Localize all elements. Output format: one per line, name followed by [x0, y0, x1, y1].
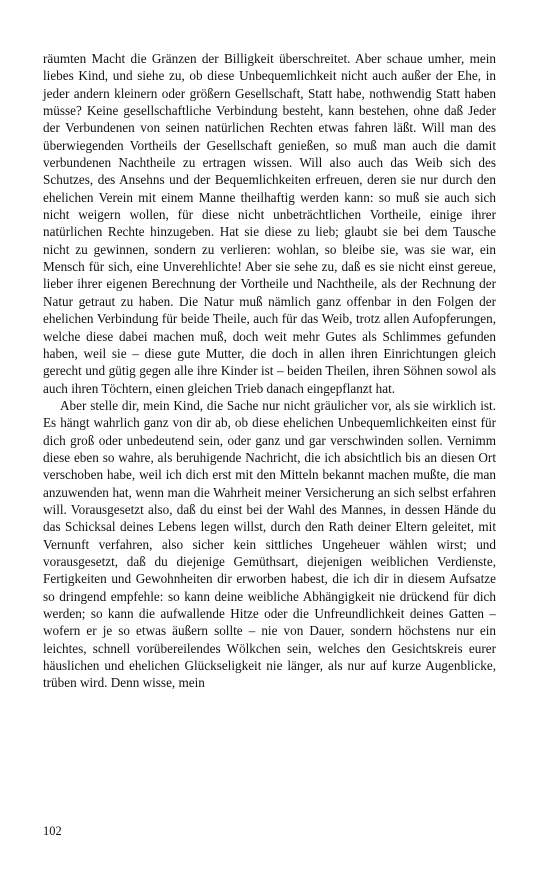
page-number: 102 — [43, 824, 62, 838]
paragraph-1: räumten Macht die Gränzen der Billigkeit überschreitet. Aber schaue umher, mein liebes Kind, und siehe zu, ob diese Unbequemlichkeit nicht auch außer der Ehe, in jeder andern kleinern oder größern Gesellschaft, Statt habe, nothwendig Statt haben müsse? Keine gesellschaftliche Verbindung besteht, kann bestehen, ohne daß Jeder der Verbundenen von seinen natürlichen Rechten etwas fahren läßt. Will man des überwiegenden Vortheils der Gesellschaft genießen, so muß man auch die damit verbundenen Nachtheile zu ertragen wissen. Will also auch das Weib sich des Schutzes, des Ansehns und der Bequemlichkeiten erfreuen, deren sie nur durch den ehelichen Verein mit einem Manne theilhaftig werden kann: so muß sie auch sich nicht weigern wollen, für diese nicht unbeträchtlichen Vortheile, einige ihrer natürlichen Rechte hinzugeben. Hat sie diese zu lieb; glaubt sie bei dem Tausche nicht zu gewinnen, sondern zu verlieren: wohlan, so bleibe sie, was sie war, ein Mensch für sich, eine Unverehlichte! Aber sie sehe zu, daß es sie nicht einst gereue, lieber ihrer eigenen Berechnung der Vortheile und Nachtheile, als der Rechnung der Natur getraut zu haben. Die Natur muß nämlich ganz offenbar in den Folgen der ehelichen Verbindung für beide Theile, auch für das Weib, trotz allen Aufopferungen, welche diese dabei machen muß, doch weit mehr Gutes als Schlimmes gefunden haben, weil sie – diese gute Mutter, die doch in allen ihren Einrichtungen gleich gerecht und gütig gegen alle ihre Kinder ist – beiden Theilen, ihren Söhnen sowol als auch ihren Töchtern, einen gleichen Trieb danach eingepflanzt hat. — [43, 51, 496, 396]
paragraph-2: Aber stelle dir, mein Kind, die Sache nur nicht gräulicher vor, als sie wirklich ist. Es hängt wahrlich ganz von dir ab, ob diese ehelichen Unbequemlichkeiten einst für dich groß oder unbedeutend sein, oder ganz und gar verschwinden sollen. Vernimm diese eben so wahre, als beruhigende Nachricht, die ich absichtlich bis an diesen Ort verschoben habe, weil ich dich erst mit den Mitteln bekannt machen mußte, die man anzuwenden hat, wenn man die Wahrheit meiner Versicherung an sich selbst erfahren will. Vorausgesetzt also, daß du einst bei der Wahl des Mannes, in dessen Hände du das Schicksal deines Lebens legen willst, durch den Rath deiner Eltern geleitet, mit Vernunft verfahren, also sicher kein sittliches Ungeheuer wählen wirst; und vorausgesetzt, daß du diejenige Gemüthsart, diejenigen weiblichen Verdienste, Fertigkeiten und Gewohnheiten dir erworben habest, die ich dir in diesem Aufsatze so dringend empfehle: so kann deine weibliche Abhängigkeit nie drückend für dich werden; so kann die aufwallende Hitze oder die Unfreundlichkeit deines Gatten – wofern er je so etwas äußern sollte – nie von Dauer, sondern höchstens nur ein leichtes, schnell vorübereilendes Wölkchen sein, welches den Gesichtskreis eurer häuslichen und ehelichen Glückseligkeit nie länger, als nur auf kurze Augenblicke, trüben wird. Denn wisse, mein — [43, 397, 496, 691]
body-text — [43, 50, 496, 692]
